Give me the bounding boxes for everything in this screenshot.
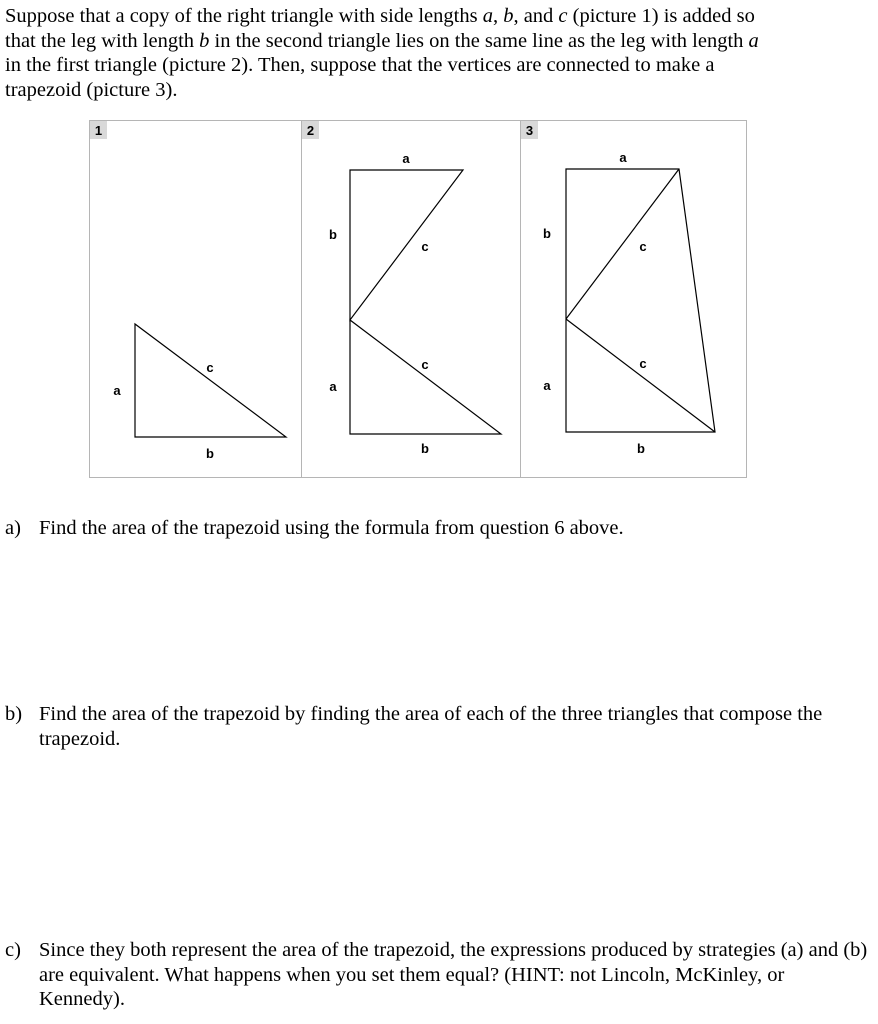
intro-line: Suppose that a copy of the right triangle with side lengths a, b, and c (picture 1) is added so xyxy=(5,5,755,27)
intro-line: trapezoid (picture 3). xyxy=(5,78,178,101)
figure-frame xyxy=(90,121,747,478)
question-c xyxy=(5,938,873,1012)
panel-2-label-b-bottom: b xyxy=(421,441,429,456)
intro-line: that the leg with length b in the second triangle lies on the same line as the leg with length a xyxy=(5,29,759,52)
panel-2-label-c-lower: c xyxy=(421,357,429,372)
question-label: a) xyxy=(5,517,21,539)
question-text: Since they both represent the area of the trapezoid, the expressions produced by strategies (a) and (b) are equivalent. What happens when you set them equal? (HINT: not Lincoln, McKinley, or Kennedy). xyxy=(39,939,868,1010)
question-label: c) xyxy=(5,939,21,961)
panel-3-label-b-bottom: b xyxy=(637,441,645,456)
panel-3-label-a-top: a xyxy=(619,150,627,165)
panel-1-number: 1 xyxy=(94,123,103,138)
question-a xyxy=(5,516,873,541)
question-label: b) xyxy=(5,703,23,725)
panel-2-number: 2 xyxy=(306,123,315,138)
question-text: Find the area of the trapezoid by finding the area of each of the three triangles that compose the trapezoid. xyxy=(39,703,823,750)
question-b xyxy=(5,702,873,751)
panel-2-label-c-upper: c xyxy=(421,239,429,254)
panel-3-label-a-lower: a xyxy=(543,378,551,393)
intro-paragraph xyxy=(5,4,865,102)
panel-3-label-b-upper: b xyxy=(543,226,551,241)
panel-2-label-a-lower: a xyxy=(329,379,337,394)
panel-3-label-c-upper: c xyxy=(639,239,647,254)
triangle-figure xyxy=(89,120,747,478)
panel-2-label-b-upper: b xyxy=(329,227,337,242)
panel-3-number: 3 xyxy=(525,123,534,138)
panel-1-label-a: a xyxy=(113,383,121,398)
panel-2-label-a-top: a xyxy=(402,151,410,166)
panel-1-label-b: b xyxy=(206,446,214,461)
question-text: Find the area of the trapezoid using the formula from question 6 above. xyxy=(39,517,624,539)
panel-3-label-c-lower: c xyxy=(639,356,647,371)
figure-svg xyxy=(89,120,747,478)
panel-1-label-c: c xyxy=(206,360,214,375)
intro-line: in the first triangle (picture 2). Then, suppose that the vertices are connected to make a xyxy=(5,54,715,76)
